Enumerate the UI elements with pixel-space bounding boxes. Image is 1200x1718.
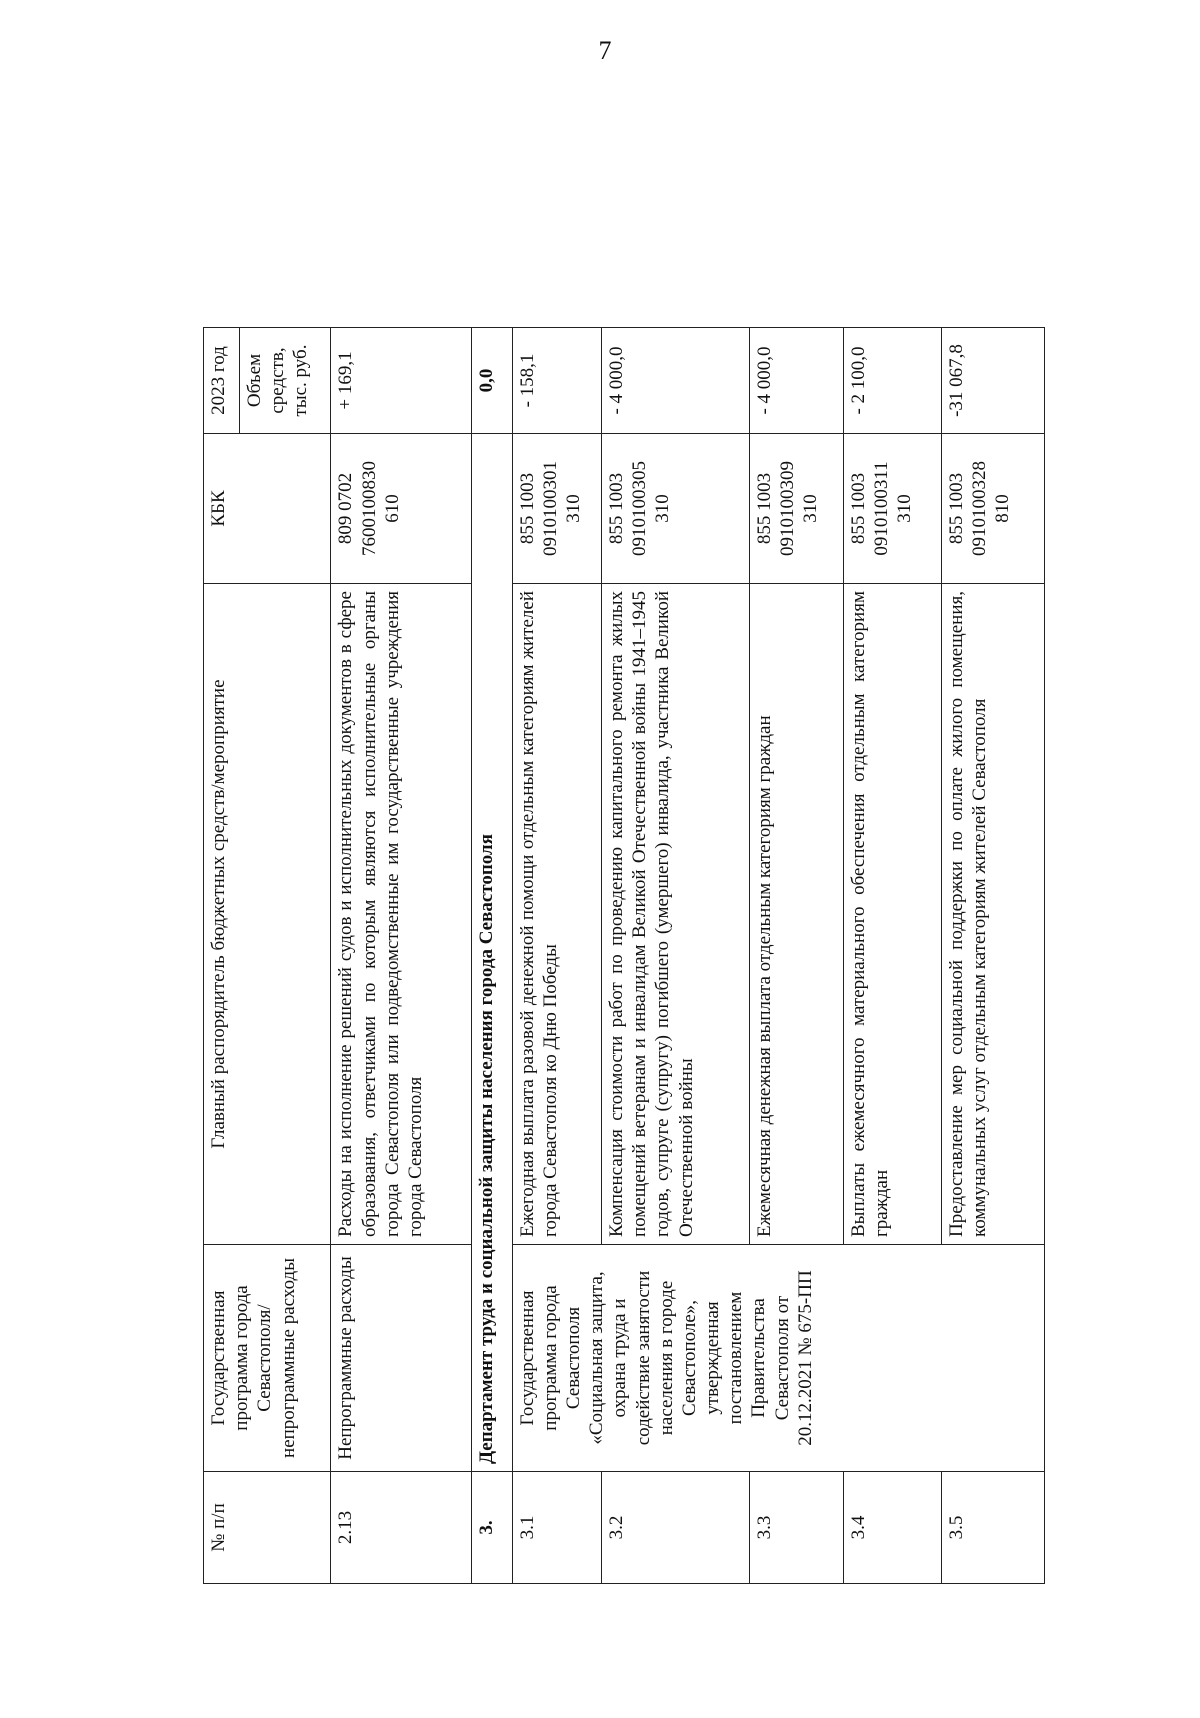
rotated-table-container [203, 106, 1045, 1584]
row-value: - 4 000,0 [749, 328, 843, 434]
row-num: 3.2 [602, 1472, 750, 1584]
row-num: 3.5 [942, 1472, 1045, 1584]
kbk-part: 310 [652, 494, 674, 523]
kbk-part: 0910100328 [969, 461, 991, 556]
row-num: 3.1 [512, 1472, 601, 1584]
kbk-part: 809 0702 [335, 472, 357, 545]
header-kbk: КБК [204, 434, 331, 584]
dept-value: 0,0 [472, 328, 512, 434]
row-activity: Расходы на исполнение решений судов и исполнительных документов в сфере образования, ответчиками по которым являются исполнительные органы города Севастополя или подведомственные им государственные учреждения города Севастополя [331, 584, 472, 1245]
kbk-part: 610 [381, 494, 403, 523]
row-num: 3.4 [843, 1472, 941, 1584]
row-activity: Ежегодная выплата разовой денежной помощи отдельным категориям жителей города Севастополя ко Дню Победы [512, 584, 601, 1245]
row-value: - 2 100,0 [843, 328, 941, 434]
row-value: - 158,1 [512, 328, 601, 434]
kbk-part: 310 [800, 494, 822, 523]
row-num: 3.3 [749, 1472, 843, 1584]
row-kbk [942, 434, 1045, 584]
row-kbk [331, 434, 472, 584]
kbk-part: 0910100301 [539, 461, 561, 556]
header-num: № п/п [204, 1472, 331, 1584]
header-blank [204, 106, 331, 328]
row-activity: Предоставление мер социальной поддержки по оплате жилого помещения, коммунальных услуг отдельным категориям жителей Севастополя [942, 584, 1045, 1245]
kbk-part: 855 1003 [753, 472, 775, 545]
kbk-part: 855 1003 [847, 472, 869, 545]
page-number: 7 [598, 36, 612, 65]
kbk-part: 310 [562, 494, 584, 523]
budget-table [203, 106, 1045, 1584]
row-activity: Ежемесячная денежная выплата отдельным категориям граждан [749, 584, 843, 1245]
row-value: - 4 000,0 [602, 328, 750, 434]
row-activity: Компенсация стоимости работ по проведению капитального ремонта жилых помещений ветеранам и инвалидам Великой Отечественной войны 1941–1945 годов, супруге (супругу) погибшего (умершего) инвалида, участника Великой Отечественной войны [602, 584, 750, 1245]
kbk-part: 855 1003 [606, 472, 628, 545]
row-kbk [843, 434, 941, 584]
row-value: + 169,1 [331, 328, 472, 434]
row-program: Непрограммные расходы [331, 1245, 472, 1472]
kbk-part: 7600100830 [358, 461, 380, 556]
dept-name: Департамент труда и социальной защиты населения города Севастополя [472, 434, 512, 1472]
kbk-part: 0910100305 [629, 461, 651, 556]
header-distributor: Главный распорядитель бюджетных средств/мероприятие [204, 584, 331, 1245]
header-program: Государственная программа города Севастополя/ непрограммные расходы [204, 1245, 331, 1472]
row-value: -31 067,8 [942, 328, 1045, 434]
kbk-part: 855 1003 [946, 472, 968, 545]
kbk-part: 855 1003 [516, 472, 538, 545]
header-year: 2023 год [204, 328, 240, 434]
row-kbk [602, 434, 750, 584]
kbk-part: 0910100311 [870, 461, 892, 556]
row-num: 2.13 [331, 1472, 472, 1584]
kbk-part: 0910100309 [776, 461, 798, 556]
row-activity: Выплаты ежемесячного материального обеспечения отдельным категориям граждан [843, 584, 941, 1245]
dept-num: 3. [472, 1472, 512, 1584]
row-kbk [749, 434, 843, 584]
kbk-part: 310 [893, 494, 915, 523]
header-volume: Объем средств, тыс. руб. [239, 328, 331, 434]
kbk-part: 810 [992, 494, 1014, 523]
program-group-cell: Государственная программа города Севастополя «Социальная защита, охрана труда и содействие занятости населения в городе Севастополе», утвержденная постановлением Правительства Севастополя от 20.12.2021 № 675-ПП [512, 1245, 1044, 1472]
row-kbk [512, 434, 601, 584]
